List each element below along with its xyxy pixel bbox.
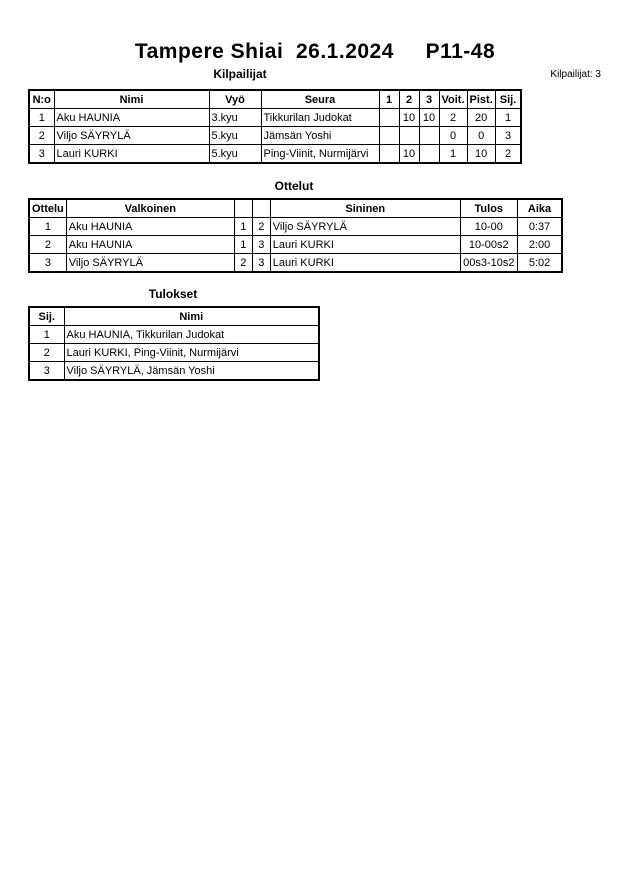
section-title-kilpailijat: Kilpailijat xyxy=(213,67,267,81)
cell-white-name: Viljo SÄYRYLÄ xyxy=(66,254,234,273)
cell-time: 2:00 xyxy=(517,236,562,254)
cell-place: 3 xyxy=(29,362,64,381)
competitor-row xyxy=(29,109,521,127)
cell-no: 2 xyxy=(29,127,54,145)
cell-points: 10 xyxy=(467,145,495,164)
competitor-row xyxy=(29,145,521,164)
cell-round-1 xyxy=(379,127,399,145)
cell-club: Jämsän Yoshi xyxy=(261,127,379,145)
header-white-no xyxy=(234,199,252,218)
cell-result: 00s3-10s2 xyxy=(460,254,517,273)
result-row xyxy=(29,344,319,362)
cell-blue-no: 2 xyxy=(252,218,270,236)
results-table xyxy=(28,306,320,381)
cell-no: 1 xyxy=(29,109,54,127)
cell-name: Viljo SÄYRYLÄ xyxy=(54,127,209,145)
header-points: Pist. xyxy=(467,90,495,109)
cell-place: 1 xyxy=(495,109,521,127)
header-place: Sij. xyxy=(29,307,64,326)
cell-round-2: 10 xyxy=(399,145,419,164)
header-match: Ottelu xyxy=(29,199,66,218)
cell-points: 0 xyxy=(467,127,495,145)
matches-header xyxy=(29,199,562,218)
cell-no: 3 xyxy=(29,145,54,164)
cell-match-no: 1 xyxy=(29,218,66,236)
cell-club: Ping-Viinit, Nurmijärvi xyxy=(261,145,379,164)
header-round-2: 2 xyxy=(399,90,419,109)
cell-place: 2 xyxy=(495,145,521,164)
cell-club: Tikkurilan Judokat xyxy=(261,109,379,127)
cell-blue-name: Lauri KURKI xyxy=(270,236,460,254)
cell-name: Aku HAUNIA xyxy=(54,109,209,127)
cell-round-3: 10 xyxy=(419,109,439,127)
page-title: Tampere Shiai 26.1.2024 P11-48 xyxy=(134,40,496,63)
section-title-tulokset: Tulokset xyxy=(148,287,198,301)
competitors-header xyxy=(29,90,521,109)
results-header xyxy=(29,307,319,326)
match-row xyxy=(29,236,562,254)
cell-name: Aku HAUNIA, Tikkurilan Judokat xyxy=(64,326,319,344)
cell-name: Lauri KURKI xyxy=(54,145,209,164)
competitors-table xyxy=(28,89,522,164)
cell-name: Viljo SÄYRYLÄ, Jämsän Yoshi xyxy=(64,362,319,381)
cell-result: 10-00 xyxy=(460,218,517,236)
competitor-row xyxy=(29,127,521,145)
cell-white-no: 1 xyxy=(234,218,252,236)
cell-result: 10-00s2 xyxy=(460,236,517,254)
cell-blue-name: Viljo SÄYRYLÄ xyxy=(270,218,460,236)
result-row xyxy=(29,362,319,381)
cell-wins: 0 xyxy=(439,127,467,145)
cell-blue-no: 3 xyxy=(252,236,270,254)
cell-round-3 xyxy=(419,145,439,164)
competitors-header-row xyxy=(0,67,630,82)
header-white: Valkoinen xyxy=(66,199,234,218)
cell-match-no: 3 xyxy=(29,254,66,273)
header-name: Nimi xyxy=(64,307,319,326)
header-blue: Sininen xyxy=(270,199,460,218)
cell-round-2: 10 xyxy=(399,109,419,127)
cell-round-2 xyxy=(399,127,419,145)
cell-belt: 3.kyu xyxy=(209,109,261,127)
cell-place: 1 xyxy=(29,326,64,344)
competitors-count: Kilpailijat: 3 xyxy=(550,69,601,80)
cell-white-no: 2 xyxy=(234,254,252,273)
match-row xyxy=(29,254,562,273)
cell-round-1 xyxy=(379,109,399,127)
cell-place: 2 xyxy=(29,344,64,362)
matches-table xyxy=(28,198,563,273)
header-time: Aika xyxy=(517,199,562,218)
cell-name: Lauri KURKI, Ping-Viinit, Nurmijärvi xyxy=(64,344,319,362)
header-belt: Vyö xyxy=(209,90,261,109)
header-result: Tulos xyxy=(460,199,517,218)
cell-round-3 xyxy=(419,127,439,145)
cell-white-name: Aku HAUNIA xyxy=(66,218,234,236)
cell-blue-name: Lauri KURKI xyxy=(270,254,460,273)
header-club: Seura xyxy=(261,90,379,109)
cell-place: 3 xyxy=(495,127,521,145)
header-round-1: 1 xyxy=(379,90,399,109)
result-row xyxy=(29,326,319,344)
cell-belt: 5.kyu xyxy=(209,145,261,164)
cell-white-name: Aku HAUNIA xyxy=(66,236,234,254)
cell-time: 5:02 xyxy=(517,254,562,273)
cell-points: 20 xyxy=(467,109,495,127)
cell-wins: 1 xyxy=(439,145,467,164)
header-blue-no xyxy=(252,199,270,218)
header-round-3: 3 xyxy=(419,90,439,109)
header-name: Nimi xyxy=(54,90,209,109)
header-wins: Voit. xyxy=(439,90,467,109)
cell-round-1 xyxy=(379,145,399,164)
section-title-ottelut: Ottelut xyxy=(274,179,314,193)
cell-match-no: 2 xyxy=(29,236,66,254)
header-place: Sij. xyxy=(495,90,521,109)
cell-wins: 2 xyxy=(439,109,467,127)
match-row xyxy=(29,218,562,236)
cell-belt: 5.kyu xyxy=(209,127,261,145)
header-no: N:o xyxy=(29,90,54,109)
cell-white-no: 1 xyxy=(234,236,252,254)
cell-time: 0:37 xyxy=(517,218,562,236)
cell-blue-no: 3 xyxy=(252,254,270,273)
